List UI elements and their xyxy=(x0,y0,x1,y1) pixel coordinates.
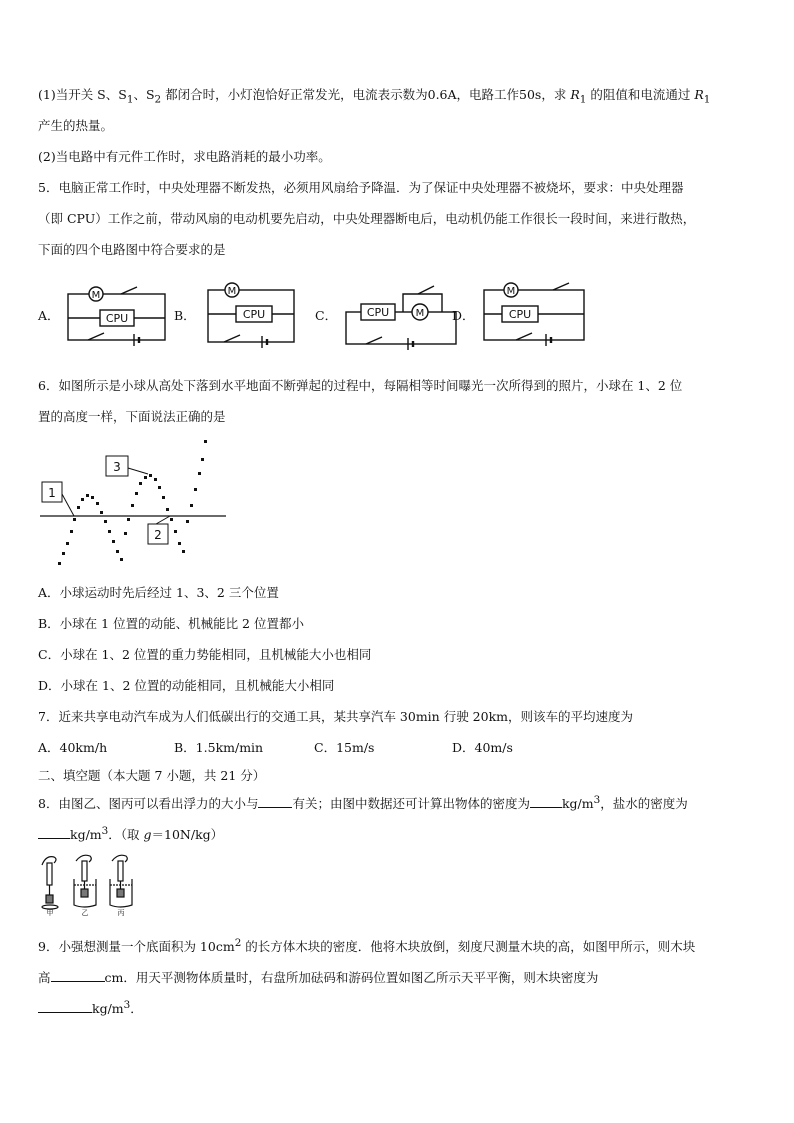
text: 、S xyxy=(133,87,155,102)
q6-line1: 6．如图所示是小球从高处下落到水平地面不断弹起的过程中，每隔相等时间曝光一次所得到的照片，小球在 1、2 位 xyxy=(38,378,683,393)
blank[interactable] xyxy=(38,826,70,839)
subscript: 1 xyxy=(703,93,711,106)
text: kg/m xyxy=(561,796,594,812)
ball-dots xyxy=(58,440,207,565)
option-c-label: C． xyxy=(315,308,338,323)
q7-option-c: C．15m/s xyxy=(314,740,375,755)
text: ．（取 xyxy=(108,827,144,843)
q9-line1 xyxy=(38,937,695,955)
q6-bouncing-ball-figure xyxy=(36,432,236,572)
blank[interactable] xyxy=(530,795,562,808)
q5-circuits-svg xyxy=(36,276,596,356)
q7-option-d: D．40m/s xyxy=(452,740,513,755)
circuit-d-motor-label: M xyxy=(506,286,516,297)
fig-label-jia: 甲 xyxy=(46,909,54,917)
text: ，盐水的密度为 xyxy=(600,796,688,812)
q7-stem: 7．近来共享电动汽车成为人们低碳出行的交通工具，某共享汽车 30min 行驶 20km，则该车的平均速度为 xyxy=(38,709,634,724)
q7-option-a: A．40km/h xyxy=(38,740,108,755)
subscript: 1 xyxy=(579,93,587,106)
circuit-b-motor-label: M xyxy=(227,286,237,297)
spring-scale-1 xyxy=(47,863,52,885)
spring-scale-3 xyxy=(118,861,123,881)
superscript: 2 xyxy=(234,937,242,949)
circuit-d-cpu-label: CPU xyxy=(508,308,532,321)
blank[interactable] xyxy=(51,969,105,982)
superscript: 3 xyxy=(123,999,131,1011)
circuit-a-switch2 xyxy=(88,333,104,340)
subscript: 2 xyxy=(154,93,162,106)
q6-line2: 置的高度一样，下面说法正确的是 xyxy=(38,409,226,424)
circuit-a-cpu-label: CPU xyxy=(105,312,129,325)
q7-option-b: B．1.5km/min xyxy=(174,740,264,755)
q6-figure-svg xyxy=(36,432,236,572)
var-r: R xyxy=(694,87,704,102)
q4-part2: (2)当电路中有元件工作时，求电路消耗的最小功率。 xyxy=(38,149,331,164)
circuit-c-motor-label: M xyxy=(415,308,425,319)
circuit-c-switch2 xyxy=(366,337,382,344)
text: (1)当开关 S、S xyxy=(38,87,127,102)
q5-circuit-options xyxy=(36,276,596,356)
circuit-b-cpu-label: CPU xyxy=(242,308,266,321)
text: 有关；由图中数据还可计算出物体的密度为 xyxy=(292,796,530,812)
q5-line3: 下面的四个电路图中符合要求的是 xyxy=(38,242,226,257)
fig-label-bing: 丙 xyxy=(117,909,125,917)
option-d-label: D． xyxy=(452,308,475,323)
section-2-heading: 二、填空题（本大题 7 小题，共 21 分） xyxy=(38,768,266,783)
text: ． xyxy=(130,1001,143,1017)
q9-line3 xyxy=(38,999,143,1017)
q6-option-d: D．小球在 1、2 位置的动能相同，且机械能大小相同 xyxy=(38,678,335,693)
text: 都闭合时，小灯泡恰好正常发光，电流表示数为0.6A，电路工作50s，求 xyxy=(161,87,571,102)
subscript: 1 xyxy=(126,93,134,106)
text: cm．用天平测物体质量时，右盘所加砝码和游码位置如图乙所示天平平衡，则木块密度为 xyxy=(104,970,599,985)
circuit-a-switch xyxy=(121,287,137,294)
q4-part1-line2: 产生的热量。 xyxy=(38,118,114,133)
circuit-a-motor-label: M xyxy=(91,290,101,301)
label-2: 2 xyxy=(154,528,162,542)
q6-option-c: C．小球在 1、2 位置的重力势能相同，且机械能大小也相同 xyxy=(38,647,372,662)
blank[interactable] xyxy=(258,795,292,808)
spring-scale-hook-1 xyxy=(42,857,56,865)
q9-line2 xyxy=(38,968,598,986)
fig-label-yi: 乙 xyxy=(81,909,89,917)
q8-line1 xyxy=(38,794,688,812)
var-r: R xyxy=(570,87,580,102)
q5-line1: 5．电脑正常工作时，中央处理器不断发热，必须用风扇给予降温．为了保证中央处理器不被烧坏，要求：中央处理器 xyxy=(38,180,684,195)
text: 的长方体木块的密度．他将木块放倒，刻度尺测量木块的高，如图甲所示，则木块 xyxy=(241,939,696,955)
option-b-label: B． xyxy=(174,308,196,323)
spring-scale-2 xyxy=(82,861,87,881)
text: 的阻值和电流通过 xyxy=(586,87,695,102)
label-3: 3 xyxy=(113,460,121,474)
q6-option-b: B．小球在 1 位置的动能、机械能比 2 位置都小 xyxy=(38,616,304,631)
circuit-d-switch xyxy=(553,283,569,290)
circuit-c-cpu-label: CPU xyxy=(366,306,390,319)
text: 9．小强想测量一个底面积为 10cm xyxy=(38,939,235,955)
blank[interactable] xyxy=(38,1000,92,1013)
superscript: 3 xyxy=(593,794,601,806)
circuit-c-switch xyxy=(418,286,434,294)
q6-option-a: A．小球运动时先后经过 1、3、2 三个位置 xyxy=(38,585,279,600)
superscript: 3 xyxy=(101,825,109,837)
var-g: g xyxy=(143,827,152,843)
text: 8．由图乙、图丙可以看出浮力的大小与 xyxy=(38,796,259,812)
text: ＝10N/kg） xyxy=(151,827,224,843)
q4-part1-line1 xyxy=(38,85,710,106)
q5-line2: （即 CPU）工作之前，带动风扇的电动机要先启动，中央处理器断电后，电动机仍能工作很长一段时间，来进行散热， xyxy=(38,211,696,226)
option-a-label: A． xyxy=(38,308,60,323)
q8-line2 xyxy=(38,825,223,843)
q8-figure-svg xyxy=(38,851,148,917)
text: 高 xyxy=(38,970,51,985)
label-1: 1 xyxy=(48,486,56,500)
object-1 xyxy=(46,895,53,903)
circuit-d-switch2 xyxy=(516,333,532,340)
circuit-b-switch xyxy=(224,335,240,342)
text: kg/m xyxy=(70,827,102,843)
q8-buoyancy-figure xyxy=(38,851,148,917)
text: kg/m xyxy=(92,1001,124,1017)
